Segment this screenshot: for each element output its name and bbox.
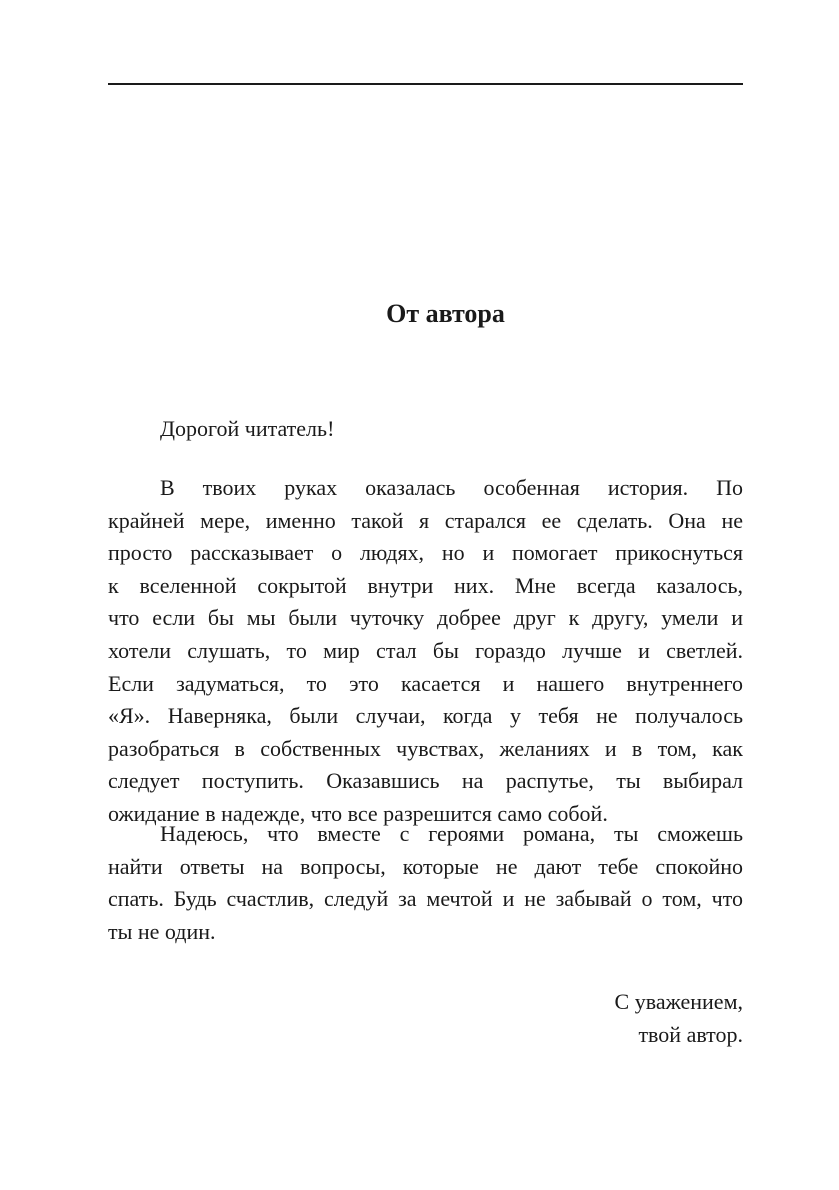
- page-title: От автора: [386, 299, 505, 328]
- text-line: что если бы мы были чуточку добрее друг к другу, умели и: [108, 605, 743, 631]
- text-line: Надеюсь, что вместе с героями романа, ты сможешь: [160, 821, 743, 846]
- text-line: крайней мере, именно такой я старался ее сделать. Она не: [108, 507, 743, 533]
- text-line: ожидание в надежде, что все разрешится само собой.: [108, 800, 608, 826]
- header-rule: [108, 83, 743, 85]
- text-line: следует поступить. Оказавшись на распутье, ты выбирал: [108, 768, 743, 794]
- text-line: спать. Будь счастлив, следуй за мечтой и не забывай о том, что: [108, 886, 743, 912]
- text-line: Если задуматься, то это касается и нашего внутреннего: [108, 670, 743, 696]
- text-line: к вселенной сокрытой внутри них. Мне всегда казалось,: [108, 572, 743, 598]
- text-line: просто рассказывает о людях, но и помогает прикоснуться: [108, 540, 743, 566]
- text-line: В твоих руках оказалась особенная история. По: [160, 475, 743, 500]
- text-line: хотели слушать, то мир стал бы гораздо лучше и светлей.: [108, 637, 743, 663]
- text-line: «Я». Наверняка, были случаи, когда у тебя не получалось: [108, 703, 743, 729]
- greeting: Дорогой читатель!: [160, 416, 335, 441]
- text-line: найти ответы на вопросы, которые не дают тебе спокойно: [108, 853, 743, 879]
- paragraph-2: [108, 818, 743, 948]
- signoff: [615, 985, 743, 1051]
- text-line: ты не один.: [108, 918, 216, 944]
- text-line: разобраться в собственных чувствах, желаниях и в том, как: [108, 735, 743, 761]
- signoff-author: твой автор.: [638, 1022, 743, 1047]
- paragraph-1: [108, 472, 743, 831]
- signoff-regards: С уважением,: [614, 989, 743, 1014]
